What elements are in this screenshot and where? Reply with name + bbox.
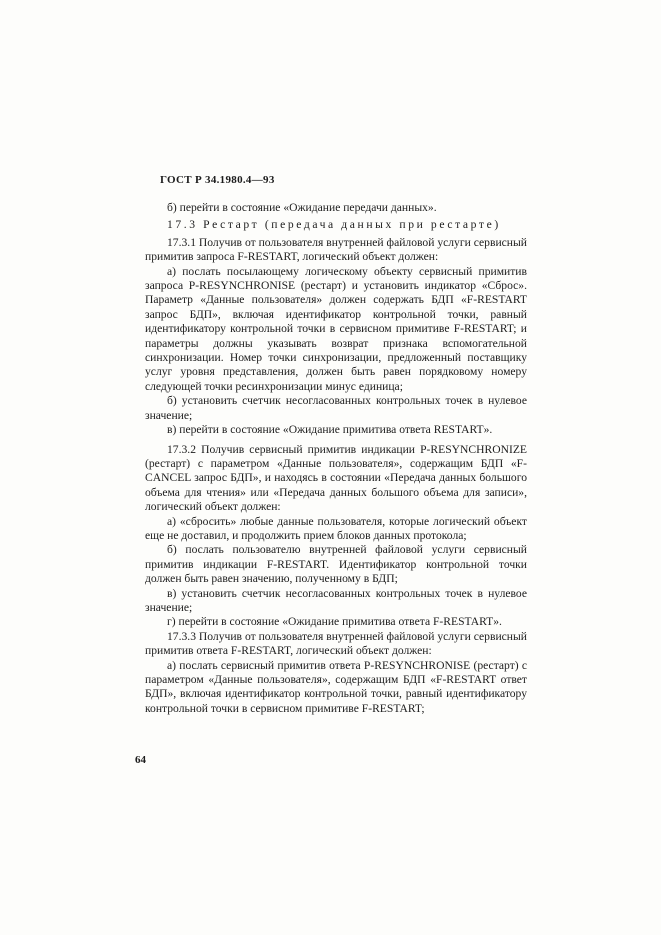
paragraph-item-b-transfer-state: б) перейти в состояние «Ожидание передачи данных». [167,201,437,214]
paragraph-17-3-3: 17.3.3 Получив от пользователя внутренней файловой услуги сервисный примитив ответа F-RESTART, логический объект должен: [145,629,527,658]
paragraph-17-3-1-a: а) послать посылающему логическому объекту сервисный примитив запроса P-RESYNCHRONISE (рестарт) и установить индикатор «Сброс». Параметр «Данные пользователя» должен содержать БДП «F-RESTART запрос БДП», включая идентификатор контрольной точки, равный идентификатору контрольной точки в сервисном примитиве F-RESTART; и параметры должны указывать возврат признака вспомогательной синхронизации. Номер точки синхронизации, предложенный поставщику услуг уровня представления, должен быть равен порядковому номеру следующей точки ресинхронизации минус единица; [145,264,527,393]
paragraph-17-3-2-a: а) «сбросить» любые данные пользователя, которые логический объект еще не доставил, и продолжить прием блоков данных протокола; [145,514,527,542]
paragraph-17-3-2-b: б) послать пользователю внутренней файловой услуги сервисный примитив индикации F-RESTART. Идентификатор контрольной точки должен быть равен значению, полученному в БДП; [145,543,527,586]
paragraph-17-3-1: 17.3.1 Получив от пользователя внутренней файловой услуги сервисный примитив запроса F-RESTART, логический объект должен: [145,235,527,264]
document-body [145,201,527,716]
paragraph-17-3-2-c: в) установить счетчик несогласованных контрольных точек в нулевое значение; [145,586,527,614]
paragraph-17-3-1-c: в) перейти в состояние «Ожидание примитива ответа RESTART». [167,423,493,437]
page-number: 64 [135,754,146,766]
paragraph-17-3-2: 17.3.2 Получив сервисный примитив индикации P-RESYNCHRONIZE (рестарт) с параметром «Данные пользователя», содержащим БДП «F-CANCEL запрос БДП», и находясь в состоянии «Передача данных большого объема для чтения» или «Передача данных большого объема для записи», логический объект должен: [145,442,527,514]
paragraph-17-3-2-d: г) перейти в состояние «Ожидание примитива ответа F-RESTART». [167,615,502,629]
paragraph-17-3-3-a: а) послать сервисный примитив ответа P-RESYNCHRONISE (рестарт) с параметром «Данные пользователя», содержащим БДП «F-RESTART ответ БДП», включая идентификатор контрольной точки, равный идентификатору контрольной точки в сервисном примитиве F-RESTART; [145,658,527,715]
paragraph-17-3-1-b: б) установить счетчик несогласованных контрольных точек в нулевое значение; [145,394,527,422]
section-heading-17-3: 17.3 Рестарт (передача данных при рестарте) [167,218,501,232]
page-header: ГОСТ Р 34.1980.4—93 [160,174,275,186]
